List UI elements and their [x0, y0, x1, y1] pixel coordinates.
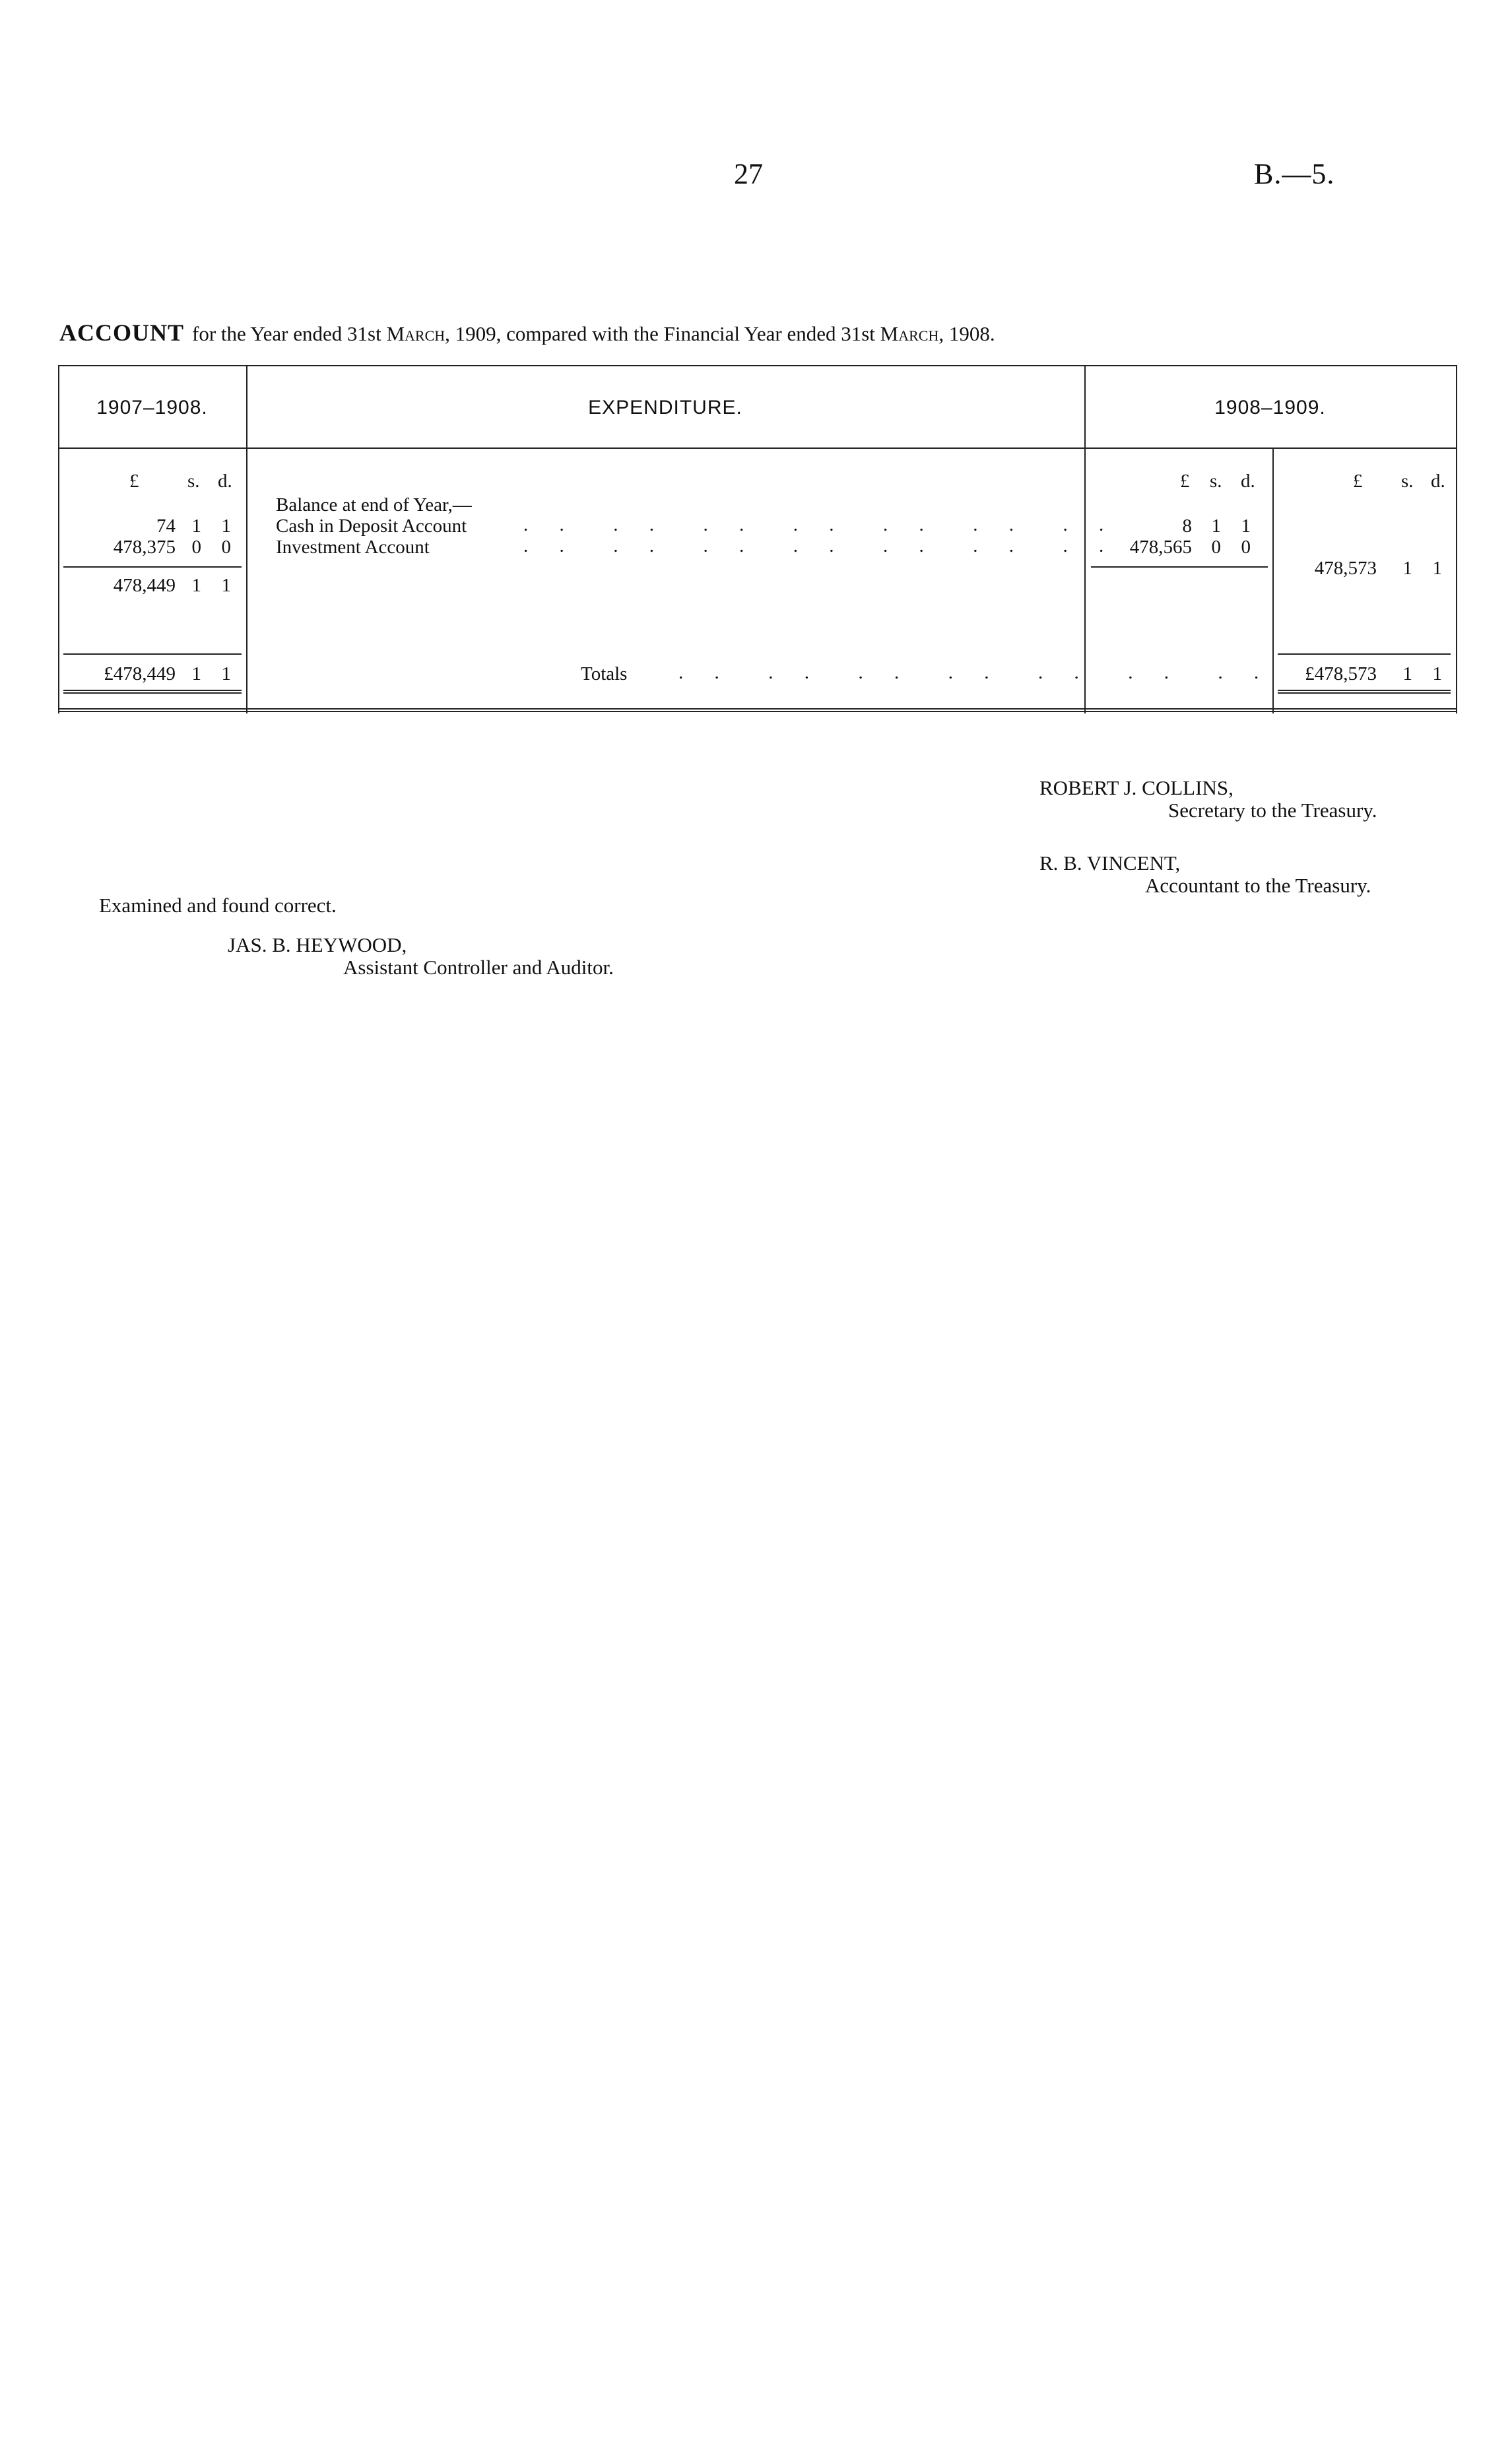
curr-investment-shillings: 0 [1211, 537, 1221, 558]
prev-totals-pounds: £478,449 [104, 663, 176, 684]
curr-totals-rule-top [1278, 653, 1451, 655]
prev-totals-pence: 1 [221, 663, 231, 684]
signatory-2-title: Accountant to the Treasury. [1145, 874, 1371, 897]
prev-cash-shillings: 1 [191, 515, 201, 537]
curr-totals-rule-bottom [1278, 690, 1451, 694]
total-pound-heading: £ [1353, 471, 1363, 492]
table-bottom-border [58, 708, 1457, 712]
signatory-1-title: Secretary to the Treasury. [1168, 799, 1377, 822]
prev-investment-pence: 0 [221, 537, 231, 558]
signatory-1-name: ROBERT J. COLLINS, [1039, 776, 1233, 799]
totals-leader: . . . . . . . . . . . . . . [678, 662, 1272, 683]
title-month-2: March [880, 322, 939, 345]
total-pence-heading: d. [1431, 471, 1445, 492]
auditor-name: JAS. B. HEYWOOD, [228, 933, 407, 956]
prev-shilling-heading: s. [187, 471, 200, 492]
prev-totals-rule-bottom [63, 690, 242, 694]
prev-subtotal-rule [63, 566, 242, 568]
examined-statement: Examined and found correct. [99, 894, 337, 917]
curr-investment-pence: 0 [1241, 537, 1251, 558]
prev-investment-pounds: 478,375 [113, 537, 176, 558]
curr-investment-pounds: 478,565 [1129, 537, 1192, 558]
col-divider-3 [1272, 447, 1274, 713]
curr-detail-rule [1091, 566, 1268, 568]
curr-totals-shillings: 1 [1402, 663, 1412, 684]
row-label-balance: Balance at end of Year,— [276, 494, 472, 515]
prev-totals-rule-top [63, 653, 242, 655]
row-leader-investment: . . . . . . . . . . . . . . [523, 535, 1117, 556]
prev-cash-pence: 1 [221, 515, 231, 537]
curr-cash-pounds: 8 [1182, 515, 1192, 537]
curr-cash-pence: 1 [1241, 515, 1251, 537]
total-shilling-heading: s. [1401, 471, 1414, 492]
title-text-3: , 1908. [938, 322, 995, 345]
prev-subtotal-pence: 1 [221, 575, 231, 596]
curr-total-pence: 1 [1432, 558, 1442, 579]
prev-subtotal-pounds: 478,449 [113, 575, 176, 596]
curr-total-pounds: 478,573 [1314, 558, 1377, 579]
signatory-2-name: R. B. VINCENT, [1039, 851, 1181, 875]
curr-cash-shillings: 1 [1211, 515, 1221, 537]
prev-investment-shillings: 0 [191, 537, 201, 558]
auditor-title: Assistant Controller and Auditor. [343, 956, 614, 979]
table-right-border [1456, 365, 1457, 713]
header-expenditure: EXPENDITURE. [588, 397, 742, 418]
curr-pence-heading: d. [1241, 471, 1255, 492]
row-label-investment: Investment Account [276, 537, 430, 558]
row-label-cash-deposit: Cash in Deposit Account [276, 515, 467, 537]
page-number: 27 [734, 158, 763, 190]
header-1908-1909: 1908–1909. [1214, 397, 1326, 418]
totals-label: Totals [581, 663, 628, 684]
title-text-2: , 1909, compared with the Financial Year ended 31st [445, 322, 875, 345]
prev-cash-pounds: 74 [156, 515, 176, 537]
title-month-1: March [386, 322, 445, 345]
prev-pence-heading: d. [218, 471, 232, 492]
prev-subtotal-shillings: 1 [191, 575, 201, 596]
curr-total-shillings: 1 [1402, 558, 1412, 579]
account-title [59, 319, 995, 347]
prev-totals-shillings: 1 [191, 663, 201, 684]
curr-totals-pence: 1 [1432, 663, 1442, 684]
curr-totals-pounds: £478,573 [1305, 663, 1377, 684]
document-reference: B.—5. [1254, 158, 1335, 190]
curr-pound-heading: £ [1180, 471, 1190, 492]
expenditure-table [58, 365, 1457, 713]
header-divider [58, 447, 1457, 449]
header-1907-1908: 1907–1908. [96, 397, 208, 418]
table-top-border [58, 365, 1457, 366]
prev-pound-heading: £ [129, 471, 139, 492]
title-text-1: for the Year ended 31st [192, 322, 381, 345]
row-leader-cash: . . . . . . . . . . . . . . [523, 514, 1117, 535]
curr-shilling-heading: s. [1210, 471, 1222, 492]
title-lead: ACCOUNT [59, 319, 185, 346]
